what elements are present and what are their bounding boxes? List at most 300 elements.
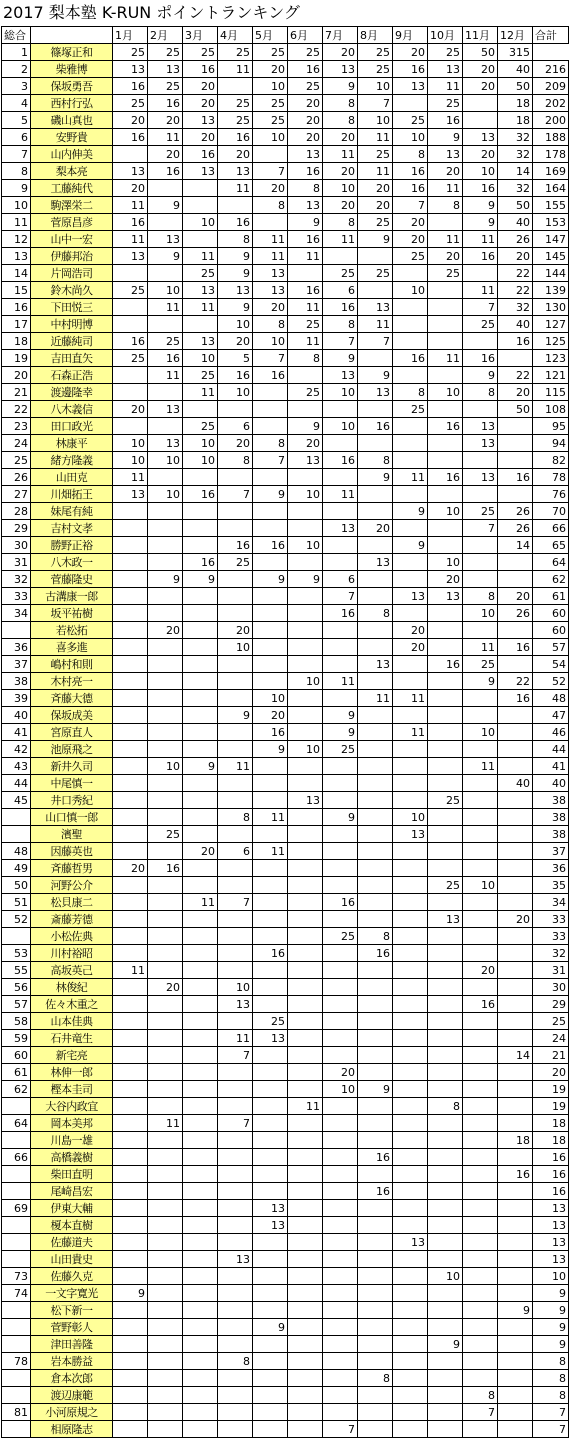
points-cell xyxy=(463,843,498,860)
points-cell xyxy=(358,996,393,1013)
points-cell xyxy=(393,1098,428,1115)
points-cell xyxy=(463,860,498,877)
name-cell: 柴田直明 xyxy=(31,1166,113,1183)
points-cell xyxy=(148,265,183,282)
points-cell xyxy=(358,503,393,520)
points-cell xyxy=(463,452,498,469)
points-cell xyxy=(253,605,288,622)
points-cell xyxy=(323,622,358,639)
points-cell: 9 xyxy=(288,571,323,588)
points-cell xyxy=(113,605,148,622)
points-cell xyxy=(358,826,393,843)
points-cell xyxy=(358,639,393,656)
points-cell: 13 xyxy=(218,282,253,299)
total-cell: 38 xyxy=(533,792,569,809)
name-cell: 岡本美邦 xyxy=(31,1115,113,1132)
points-cell: 20 xyxy=(288,435,323,452)
points-cell xyxy=(323,996,358,1013)
points-cell: 25 xyxy=(218,95,253,112)
points-cell: 20 xyxy=(253,61,288,78)
points-cell: 20 xyxy=(323,129,358,146)
total-cell: 16 xyxy=(533,1183,569,1200)
points-cell xyxy=(183,1404,218,1421)
points-cell xyxy=(323,1183,358,1200)
points-cell: 25 xyxy=(428,95,463,112)
table-row xyxy=(2,1319,569,1336)
points-cell xyxy=(393,962,428,979)
points-cell xyxy=(253,1149,288,1166)
points-cell xyxy=(218,1234,253,1251)
points-cell xyxy=(463,1234,498,1251)
table-row xyxy=(2,758,569,775)
name-cell: 川畑拓王 xyxy=(31,486,113,503)
points-cell xyxy=(148,1251,183,1268)
points-cell: 16 xyxy=(218,537,253,554)
points-cell xyxy=(113,1421,148,1438)
points-cell: 50 xyxy=(498,78,533,95)
points-cell: 13 xyxy=(358,299,393,316)
points-cell: 16 xyxy=(183,554,218,571)
points-cell: 10 xyxy=(428,384,463,401)
points-cell xyxy=(323,1285,358,1302)
points-cell xyxy=(148,656,183,673)
points-cell xyxy=(253,418,288,435)
points-cell: 25 xyxy=(428,44,463,61)
points-cell xyxy=(183,979,218,996)
points-cell xyxy=(323,1370,358,1387)
table-row xyxy=(2,248,569,265)
points-cell xyxy=(358,758,393,775)
name-cell: 中村明博 xyxy=(31,316,113,333)
total-cell: 37 xyxy=(533,843,569,860)
table-row xyxy=(2,1404,569,1421)
points-cell xyxy=(463,1319,498,1336)
points-cell xyxy=(288,503,323,520)
table-row xyxy=(2,61,569,78)
points-cell xyxy=(148,1285,183,1302)
points-cell xyxy=(148,1234,183,1251)
points-cell xyxy=(218,741,253,758)
points-cell xyxy=(113,1115,148,1132)
table-row xyxy=(2,197,569,214)
points-cell: 16 xyxy=(498,639,533,656)
points-cell: 10 xyxy=(393,129,428,146)
points-cell xyxy=(463,775,498,792)
points-cell xyxy=(498,1217,533,1234)
points-cell: 11 xyxy=(113,231,148,248)
table-row xyxy=(2,622,569,639)
points-cell xyxy=(428,1132,463,1149)
points-cell xyxy=(148,503,183,520)
rank-cell xyxy=(2,1098,31,1115)
points-cell xyxy=(393,95,428,112)
rank-cell: 58 xyxy=(2,1013,31,1030)
points-cell: 7 xyxy=(253,452,288,469)
points-cell xyxy=(288,1217,323,1234)
points-cell: 16 xyxy=(113,333,148,350)
points-cell: 16 xyxy=(358,418,393,435)
points-cell xyxy=(428,962,463,979)
points-cell xyxy=(428,860,463,877)
points-cell xyxy=(218,911,253,928)
name-cell: 若松拓 xyxy=(31,622,113,639)
header-month: 6月 xyxy=(288,27,323,44)
points-cell xyxy=(498,1370,533,1387)
points-cell xyxy=(498,1030,533,1047)
points-cell xyxy=(323,1217,358,1234)
points-cell: 22 xyxy=(498,265,533,282)
points-cell xyxy=(183,1285,218,1302)
points-cell: 10 xyxy=(113,452,148,469)
name-cell: 山田貴史 xyxy=(31,1251,113,1268)
points-cell: 13 xyxy=(183,282,218,299)
points-cell: 11 xyxy=(393,724,428,741)
points-cell xyxy=(498,962,533,979)
points-cell xyxy=(288,401,323,418)
points-cell xyxy=(113,265,148,282)
points-cell xyxy=(428,809,463,826)
points-cell: 9 xyxy=(113,1285,148,1302)
points-cell: 25 xyxy=(358,214,393,231)
name-cell: 斎藤芳德 xyxy=(31,911,113,928)
points-cell: 16 xyxy=(358,1183,393,1200)
points-cell xyxy=(218,1081,253,1098)
rank-cell: 14 xyxy=(2,265,31,282)
points-cell xyxy=(393,928,428,945)
points-cell xyxy=(358,350,393,367)
points-cell: 20 xyxy=(218,333,253,350)
name-cell: 川島一雄 xyxy=(31,1132,113,1149)
rank-cell: 49 xyxy=(2,860,31,877)
rank-cell: 3 xyxy=(2,78,31,95)
points-cell xyxy=(183,928,218,945)
points-cell xyxy=(393,1336,428,1353)
name-cell: 妹尾有純 xyxy=(31,503,113,520)
rank-cell: 50 xyxy=(2,877,31,894)
points-cell xyxy=(393,996,428,1013)
total-cell: 35 xyxy=(533,877,569,894)
points-cell: 25 xyxy=(288,384,323,401)
name-cell: 伊藤邦治 xyxy=(31,248,113,265)
points-cell: 9 xyxy=(288,418,323,435)
points-cell xyxy=(498,877,533,894)
points-cell: 8 xyxy=(323,112,358,129)
points-cell xyxy=(218,860,253,877)
points-cell xyxy=(463,741,498,758)
table-body xyxy=(2,44,569,1438)
points-cell xyxy=(498,741,533,758)
points-cell xyxy=(148,520,183,537)
points-cell xyxy=(253,1132,288,1149)
points-cell: 25 xyxy=(463,656,498,673)
rank-cell: 41 xyxy=(2,724,31,741)
points-cell: 8 xyxy=(288,350,323,367)
points-cell xyxy=(323,860,358,877)
name-cell: 柴雅博 xyxy=(31,61,113,78)
points-cell: 13 xyxy=(463,129,498,146)
points-cell: 25 xyxy=(288,316,323,333)
points-cell xyxy=(498,1319,533,1336)
points-cell xyxy=(113,741,148,758)
points-cell: 10 xyxy=(218,639,253,656)
points-cell: 20 xyxy=(183,843,218,860)
points-cell xyxy=(323,1251,358,1268)
name-cell: 倉本次郎 xyxy=(31,1370,113,1387)
points-cell: 9 xyxy=(218,265,253,282)
table-row xyxy=(2,129,569,146)
rank-cell: 26 xyxy=(2,469,31,486)
table-row xyxy=(2,1370,569,1387)
table-row xyxy=(2,95,569,112)
points-cell xyxy=(358,1098,393,1115)
header-month: 3月 xyxy=(183,27,218,44)
points-cell xyxy=(113,894,148,911)
rank-cell: 59 xyxy=(2,1030,31,1047)
points-cell: 20 xyxy=(428,248,463,265)
points-cell xyxy=(393,843,428,860)
rank-cell: 22 xyxy=(2,401,31,418)
points-cell xyxy=(498,1013,533,1030)
points-cell xyxy=(148,996,183,1013)
total-cell: 164 xyxy=(533,180,569,197)
points-cell xyxy=(288,1149,323,1166)
total-cell: 8 xyxy=(533,1370,569,1387)
rank-cell: 45 xyxy=(2,792,31,809)
points-cell xyxy=(113,588,148,605)
points-cell xyxy=(253,214,288,231)
total-cell: 216 xyxy=(533,61,569,78)
points-cell xyxy=(463,1115,498,1132)
points-cell xyxy=(113,996,148,1013)
points-cell xyxy=(358,1319,393,1336)
points-cell xyxy=(358,673,393,690)
points-cell xyxy=(218,1370,253,1387)
points-cell xyxy=(288,520,323,537)
points-cell: 7 xyxy=(218,894,253,911)
header-month: 11月 xyxy=(463,27,498,44)
points-cell xyxy=(288,860,323,877)
name-cell: 濱聖 xyxy=(31,826,113,843)
points-cell xyxy=(288,707,323,724)
total-cell: 9 xyxy=(533,1302,569,1319)
points-cell xyxy=(288,1115,323,1132)
points-cell xyxy=(148,214,183,231)
points-cell xyxy=(358,962,393,979)
points-cell: 16 xyxy=(393,163,428,180)
points-cell: 25 xyxy=(463,503,498,520)
points-cell xyxy=(148,1132,183,1149)
points-cell xyxy=(463,1421,498,1438)
points-cell xyxy=(463,1268,498,1285)
points-cell xyxy=(498,1064,533,1081)
points-cell: 20 xyxy=(183,95,218,112)
points-cell xyxy=(113,571,148,588)
table-row xyxy=(2,384,569,401)
points-cell xyxy=(498,1268,533,1285)
points-cell xyxy=(393,1047,428,1064)
table-row xyxy=(2,1336,569,1353)
rank-cell xyxy=(2,1387,31,1404)
points-cell: 16 xyxy=(218,214,253,231)
points-cell: 40 xyxy=(498,214,533,231)
points-cell xyxy=(393,554,428,571)
points-cell xyxy=(498,1081,533,1098)
points-cell xyxy=(113,673,148,690)
table-row xyxy=(2,792,569,809)
points-cell: 20 xyxy=(323,197,358,214)
points-cell xyxy=(428,1404,463,1421)
rank-cell: 4 xyxy=(2,95,31,112)
points-cell xyxy=(358,1064,393,1081)
points-cell xyxy=(148,707,183,724)
points-cell: 50 xyxy=(498,197,533,214)
points-cell: 50 xyxy=(498,401,533,418)
points-cell xyxy=(428,826,463,843)
total-cell: 33 xyxy=(533,911,569,928)
table-row xyxy=(2,163,569,180)
points-cell xyxy=(253,1387,288,1404)
points-cell xyxy=(428,1353,463,1370)
points-cell xyxy=(498,894,533,911)
points-cell xyxy=(358,1353,393,1370)
points-cell xyxy=(253,962,288,979)
points-cell xyxy=(183,605,218,622)
points-cell: 10 xyxy=(148,282,183,299)
points-cell xyxy=(498,571,533,588)
points-cell xyxy=(463,333,498,350)
points-cell xyxy=(183,673,218,690)
points-cell: 25 xyxy=(358,146,393,163)
rank-cell: 62 xyxy=(2,1081,31,1098)
points-cell xyxy=(498,860,533,877)
points-cell xyxy=(323,877,358,894)
name-cell: 渡辺康範 xyxy=(31,1387,113,1404)
points-cell xyxy=(113,1404,148,1421)
points-cell xyxy=(428,282,463,299)
points-cell: 13 xyxy=(393,826,428,843)
points-cell: 20 xyxy=(463,61,498,78)
table-row xyxy=(2,1149,569,1166)
points-cell xyxy=(183,503,218,520)
points-cell: 40 xyxy=(498,316,533,333)
points-cell: 11 xyxy=(463,231,498,248)
points-cell xyxy=(463,945,498,962)
points-cell: 20 xyxy=(288,95,323,112)
points-cell xyxy=(428,979,463,996)
points-cell: 16 xyxy=(428,112,463,129)
points-cell xyxy=(288,690,323,707)
points-cell xyxy=(148,537,183,554)
points-cell xyxy=(218,1404,253,1421)
table-row xyxy=(2,690,569,707)
table-row xyxy=(2,44,569,61)
points-cell xyxy=(218,1200,253,1217)
table-row xyxy=(2,78,569,95)
rank-cell: 53 xyxy=(2,945,31,962)
header-month: 12月 xyxy=(498,27,533,44)
points-cell xyxy=(498,1234,533,1251)
name-cell: 保坂勇吾 xyxy=(31,78,113,95)
rank-cell: 15 xyxy=(2,282,31,299)
points-cell xyxy=(113,520,148,537)
points-cell xyxy=(323,792,358,809)
points-cell: 16 xyxy=(463,996,498,1013)
points-cell: 16 xyxy=(218,367,253,384)
name-cell: 川村裕昭 xyxy=(31,945,113,962)
points-cell: 11 xyxy=(428,231,463,248)
name-cell: 菅藤隆史 xyxy=(31,571,113,588)
points-cell xyxy=(288,758,323,775)
rank-cell: 25 xyxy=(2,452,31,469)
points-cell xyxy=(113,928,148,945)
points-cell: 25 xyxy=(218,44,253,61)
points-cell xyxy=(183,1013,218,1030)
name-cell: 大谷内政宜 xyxy=(31,1098,113,1115)
table-row xyxy=(2,1166,569,1183)
name-cell: 佐々木重之 xyxy=(31,996,113,1013)
points-cell: 7 xyxy=(358,333,393,350)
points-cell xyxy=(428,775,463,792)
points-cell xyxy=(253,1047,288,1064)
points-cell xyxy=(393,316,428,333)
points-cell: 11 xyxy=(463,282,498,299)
points-cell: 40 xyxy=(498,775,533,792)
table-row xyxy=(2,333,569,350)
points-cell: 25 xyxy=(253,1013,288,1030)
total-cell: 9 xyxy=(533,1336,569,1353)
points-cell xyxy=(288,1183,323,1200)
points-cell xyxy=(148,639,183,656)
points-cell xyxy=(288,1319,323,1336)
points-cell: 8 xyxy=(253,435,288,452)
rank-cell xyxy=(2,826,31,843)
points-cell: 8 xyxy=(253,316,288,333)
name-cell: 佐藤道夫 xyxy=(31,1234,113,1251)
points-cell xyxy=(463,537,498,554)
name-cell: 山内伸美 xyxy=(31,146,113,163)
total-cell: 29 xyxy=(533,996,569,1013)
name-cell: 河野公介 xyxy=(31,877,113,894)
points-cell xyxy=(253,928,288,945)
name-cell: 片岡浩司 xyxy=(31,265,113,282)
points-cell: 25 xyxy=(113,95,148,112)
points-cell xyxy=(428,333,463,350)
points-cell: 25 xyxy=(148,78,183,95)
points-cell: 9 xyxy=(323,350,358,367)
points-cell xyxy=(183,1251,218,1268)
points-cell: 14 xyxy=(498,1047,533,1064)
points-cell: 25 xyxy=(218,112,253,129)
points-cell xyxy=(148,877,183,894)
points-cell xyxy=(183,707,218,724)
points-cell: 20 xyxy=(463,962,498,979)
points-cell xyxy=(498,1098,533,1115)
rank-cell xyxy=(2,1336,31,1353)
points-cell: 13 xyxy=(358,384,393,401)
points-cell xyxy=(393,1251,428,1268)
points-cell xyxy=(323,1234,358,1251)
points-cell xyxy=(463,690,498,707)
name-cell: 鈴木尚久 xyxy=(31,282,113,299)
points-cell xyxy=(428,1251,463,1268)
table-row xyxy=(2,146,569,163)
points-cell xyxy=(218,724,253,741)
points-cell: 25 xyxy=(323,928,358,945)
total-cell: 64 xyxy=(533,554,569,571)
points-cell xyxy=(428,1064,463,1081)
points-cell xyxy=(428,1200,463,1217)
points-cell xyxy=(288,1132,323,1149)
